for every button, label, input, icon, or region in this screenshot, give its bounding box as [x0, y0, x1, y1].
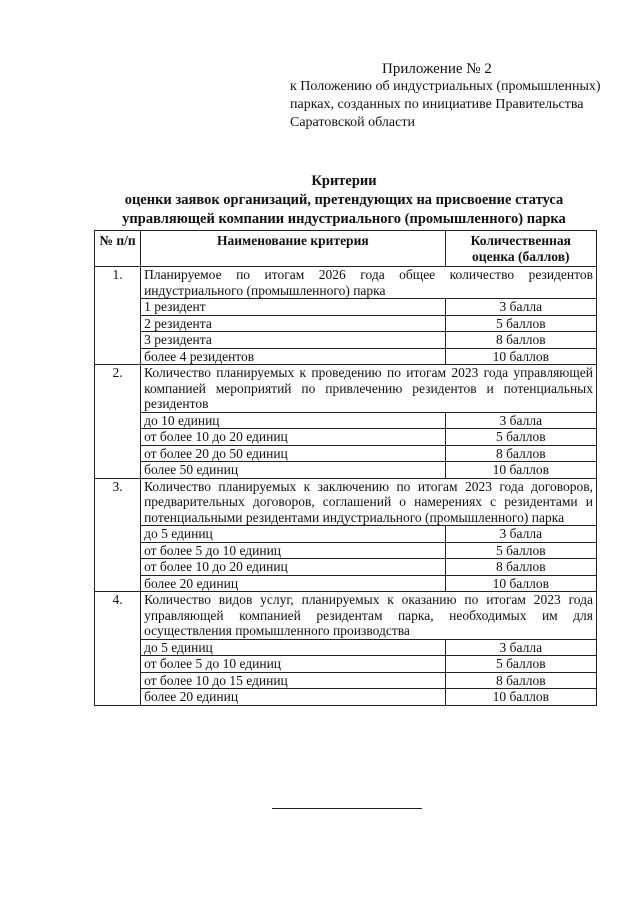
criterion-number: 4.: [95, 592, 141, 706]
option-score: 3 балла: [445, 526, 596, 543]
option-label: 3 резидента: [141, 332, 446, 349]
option-label: от более 10 до 20 единиц: [141, 429, 446, 446]
option-label: более 20 единиц: [141, 689, 446, 706]
appendix-line: к Положению об индустриальных (промышленных): [290, 79, 601, 94]
table-row: [95, 656, 597, 673]
table-body: [95, 267, 597, 706]
criterion-name: Количество видов услуг, планируемых к оказанию по итогам 2023 года управляющей компанией резидентам парка, необходимых им для осуществления промышленного производства: [141, 592, 597, 640]
document-heading: [94, 172, 594, 229]
table-row: [95, 559, 597, 576]
header-num: № п/п: [95, 231, 141, 267]
heading-title: Критерии: [311, 173, 377, 189]
table-row: [95, 689, 597, 706]
option-score: 3 балла: [445, 639, 596, 656]
criterion-row: [95, 267, 597, 299]
header-score: Количественная оценка (баллов): [445, 231, 596, 267]
option-score: 8 баллов: [445, 445, 596, 462]
option-score: 5 баллов: [445, 656, 596, 673]
heading-subtitle: управляющей компании индустриального (промышленного) парка: [122, 211, 566, 227]
criterion-row: [95, 478, 597, 526]
appendix-line: парках, созданных по инициативе Правительства: [290, 97, 584, 112]
criteria-table: [94, 230, 597, 706]
option-label: до 10 единиц: [141, 412, 446, 429]
footer-divider: [272, 808, 422, 809]
table-row: [95, 315, 597, 332]
criterion-row: [95, 365, 597, 413]
option-score: 3 балла: [445, 412, 596, 429]
appendix-block: [290, 60, 610, 132]
option-score: 10 баллов: [445, 575, 596, 592]
criterion-name: Количество планируемых к проведению по итогам 2023 года управляющей компанией мероприятий по привлечению резидентов и потенциальных резидентов: [141, 365, 597, 413]
table-row: [95, 299, 597, 316]
option-label: более 20 единиц: [141, 575, 446, 592]
criterion-name: Количество планируемых к заключению по итогам 2023 года договоров, предварительных договоров, соглашений о намерениях с резидентами и потенциальными резидентами индустриального (промышленного) парка: [141, 478, 597, 526]
table-row: [95, 348, 597, 365]
option-label: от более 5 до 10 единиц: [141, 542, 446, 559]
table-row: [95, 542, 597, 559]
table-row: [95, 445, 597, 462]
option-label: более 50 единиц: [141, 462, 446, 479]
option-score: 5 баллов: [445, 542, 596, 559]
table-row: [95, 412, 597, 429]
option-score: 8 баллов: [445, 559, 596, 576]
option-label: от более 5 до 10 единиц: [141, 656, 446, 673]
option-label: от более 10 до 15 единиц: [141, 672, 446, 689]
table-row: [95, 575, 597, 592]
table-row: [95, 526, 597, 543]
table-row: [95, 639, 597, 656]
table-header-row: [95, 231, 597, 267]
option-label: 1 резидент: [141, 299, 446, 316]
option-score: 10 баллов: [445, 348, 596, 365]
option-score: 8 баллов: [445, 332, 596, 349]
option-label: 2 резидента: [141, 315, 446, 332]
option-label: до 5 единиц: [141, 639, 446, 656]
table-row: [95, 462, 597, 479]
criterion-row: [95, 592, 597, 640]
option-score: 10 баллов: [445, 689, 596, 706]
criterion-number: 2.: [95, 365, 141, 479]
heading-subtitle: оценки заявок организаций, претендующих на присвоение статуса: [124, 192, 564, 208]
criterion-name: Планируемое по итогам 2026 года общее количество резидентов индустриального (промышленного) парка: [141, 267, 597, 299]
option-score: 5 баллов: [445, 315, 596, 332]
option-score: 3 балла: [445, 299, 596, 316]
table-row: [95, 332, 597, 349]
option-score: 10 баллов: [445, 462, 596, 479]
option-label: от более 10 до 20 единиц: [141, 559, 446, 576]
option-label: до 5 единиц: [141, 526, 446, 543]
option-score: 5 баллов: [445, 429, 596, 446]
criterion-number: 3.: [95, 478, 141, 592]
table-row: [95, 429, 597, 446]
option-score: 8 баллов: [445, 672, 596, 689]
appendix-line: Саратовской области: [290, 115, 415, 130]
table-row: [95, 672, 597, 689]
criterion-number: 1.: [95, 267, 141, 365]
option-label: более 4 резидентов: [141, 348, 446, 365]
option-label: от более 20 до 50 единиц: [141, 445, 446, 462]
header-name: Наименование критерия: [141, 231, 446, 267]
appendix-title: Приложение № 2: [382, 61, 492, 77]
